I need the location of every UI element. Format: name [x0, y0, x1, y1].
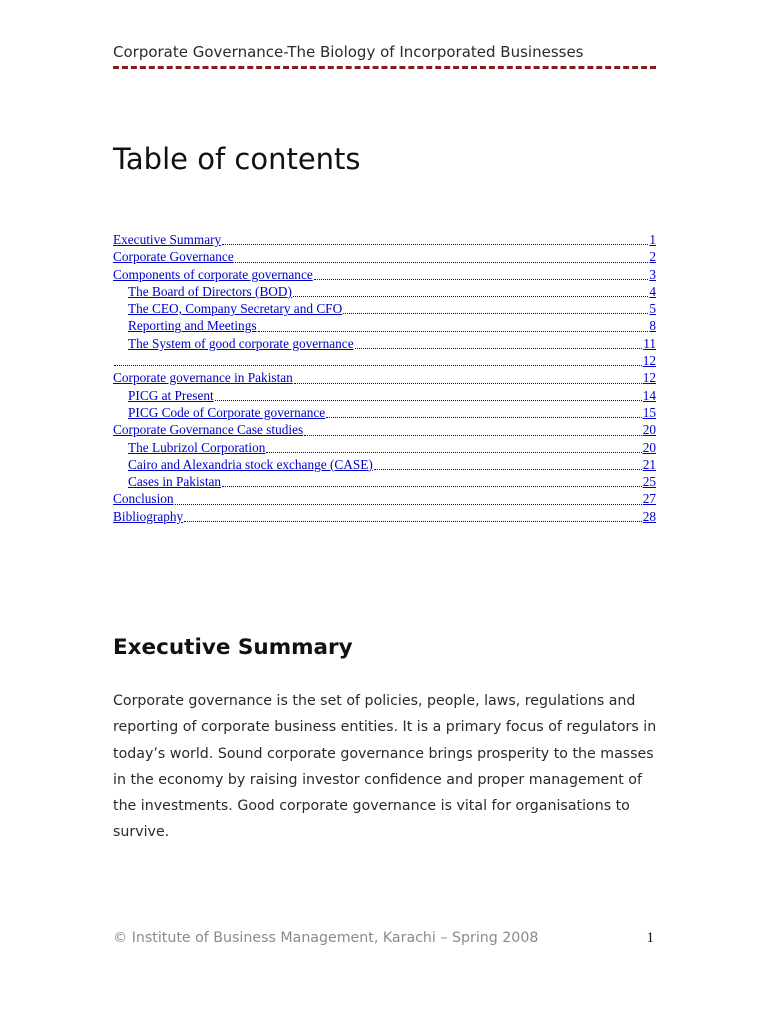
- toc-entry-page[interactable]: 5: [649, 301, 656, 317]
- toc-dot-leader: [294, 383, 642, 384]
- toc-entry-page[interactable]: 28: [642, 508, 656, 524]
- toc-entry[interactable]: [113, 283, 656, 300]
- toc-dot-leader: [222, 486, 642, 487]
- toc-entry-page[interactable]: 27: [642, 491, 656, 507]
- toc-dot-leader: [326, 417, 642, 418]
- footer-copyright: © Institute of Business Management, Karachi – Spring 2008: [113, 930, 539, 946]
- footer-page-number: 1: [646, 930, 654, 946]
- toc-dot-leader: [175, 504, 642, 505]
- toc-entry-page[interactable]: 12: [642, 370, 656, 386]
- toc-entry-page[interactable]: 4: [649, 283, 656, 299]
- toc-entry-label[interactable]: Executive Summary: [113, 232, 222, 247]
- toc-entry-label[interactable]: Bibliography: [113, 508, 184, 524]
- toc-title: Table of contents: [113, 142, 361, 176]
- toc-entry[interactable]: [113, 508, 656, 525]
- toc-entry-label[interactable]: The Board of Directors (BOD): [128, 283, 292, 299]
- toc-entry[interactable]: [113, 456, 656, 473]
- toc-entry-label[interactable]: The System of good corporate governance: [128, 335, 354, 351]
- toc-entry[interactable]: [113, 369, 656, 386]
- toc-entry-label[interactable]: The Lubrizol Corporation: [128, 439, 266, 455]
- toc-entry-page[interactable]: 1: [649, 232, 656, 247]
- toc-dot-leader: [343, 313, 648, 314]
- document-page: [113, 0, 656, 1024]
- toc-entry-label[interactable]: Reporting and Meetings: [128, 318, 257, 334]
- toc-entry[interactable]: [113, 266, 656, 283]
- toc-entry-page[interactable]: 12: [642, 353, 656, 369]
- toc-entry-label[interactable]: PICG Code of Corporate governance: [128, 404, 326, 420]
- toc-dot-leader: [184, 521, 642, 522]
- toc-entry-page[interactable]: 3: [649, 266, 656, 282]
- toc-entry-label[interactable]: Components of corporate governance: [113, 266, 313, 282]
- toc-dot-leader: [258, 331, 649, 332]
- toc-dot-leader: [114, 365, 642, 366]
- toc-entry[interactable]: [113, 300, 656, 317]
- toc-entry-page[interactable]: 11: [643, 335, 656, 351]
- toc-entry-label[interactable]: Conclusion: [113, 491, 174, 507]
- toc-entry[interactable]: [113, 231, 656, 248]
- toc-entry[interactable]: [113, 473, 656, 490]
- executive-summary-heading: Executive Summary: [113, 635, 353, 660]
- toc-dot-leader: [314, 279, 649, 280]
- toc-entry-page[interactable]: 20: [642, 439, 656, 455]
- toc-entry-label[interactable]: PICG at Present: [128, 387, 214, 403]
- toc-entry-label[interactable]: Cairo and Alexandria stock exchange (CASE): [128, 456, 373, 472]
- toc-dot-leader: [293, 296, 648, 297]
- executive-summary-body: Corporate governance is the set of policies, people, laws, regulations and reporting of corporate business entities. It is a primary focus of regulators in today’s world. Sound corporate governance brings prosperity to the masses in the economy by raising investor confidence and proper management of the investments. Good corporate governance is vital for organisations to survive.: [113, 693, 657, 841]
- toc-entry-label[interactable]: Corporate Governance: [113, 249, 234, 265]
- toc-entry-page[interactable]: 20: [642, 422, 656, 438]
- toc-entry-page[interactable]: 15: [642, 404, 656, 420]
- toc-dot-leader: [215, 400, 642, 401]
- table-of-contents: [113, 231, 656, 525]
- toc-entry[interactable]: [113, 352, 656, 369]
- toc-dot-leader: [222, 244, 648, 245]
- toc-entry[interactable]: [113, 387, 656, 404]
- toc-entry[interactable]: [113, 421, 656, 438]
- toc-entry-page[interactable]: 25: [642, 474, 656, 490]
- toc-entry-page[interactable]: 8: [649, 318, 656, 334]
- toc-entry[interactable]: [113, 335, 656, 352]
- toc-entry[interactable]: [113, 490, 656, 507]
- toc-dot-leader: [266, 452, 641, 453]
- toc-entry-label[interactable]: Corporate Governance Case studies: [113, 422, 304, 438]
- toc-entry[interactable]: [113, 317, 656, 334]
- toc-entry-label[interactable]: Cases in Pakistan: [128, 474, 222, 490]
- toc-entry-page[interactable]: 2: [649, 249, 656, 265]
- toc-dot-leader: [374, 469, 642, 470]
- toc-entry-label[interactable]: Corporate governance in Pakistan: [113, 370, 293, 386]
- toc-entry-page[interactable]: 21: [642, 456, 656, 472]
- toc-entry[interactable]: [113, 439, 656, 456]
- toc-dot-leader: [304, 435, 642, 436]
- toc-entry[interactable]: [113, 248, 656, 265]
- toc-dot-leader: [235, 262, 649, 263]
- header-dashed-rule: [113, 66, 656, 69]
- running-header: Corporate Governance-The Biology of Incorporated Businesses: [113, 43, 584, 61]
- toc-entry-page[interactable]: 14: [642, 387, 656, 403]
- toc-dot-leader: [355, 348, 643, 349]
- toc-entry[interactable]: [113, 404, 656, 421]
- toc-entry-label[interactable]: The CEO, Company Secretary and CFO: [128, 301, 343, 317]
